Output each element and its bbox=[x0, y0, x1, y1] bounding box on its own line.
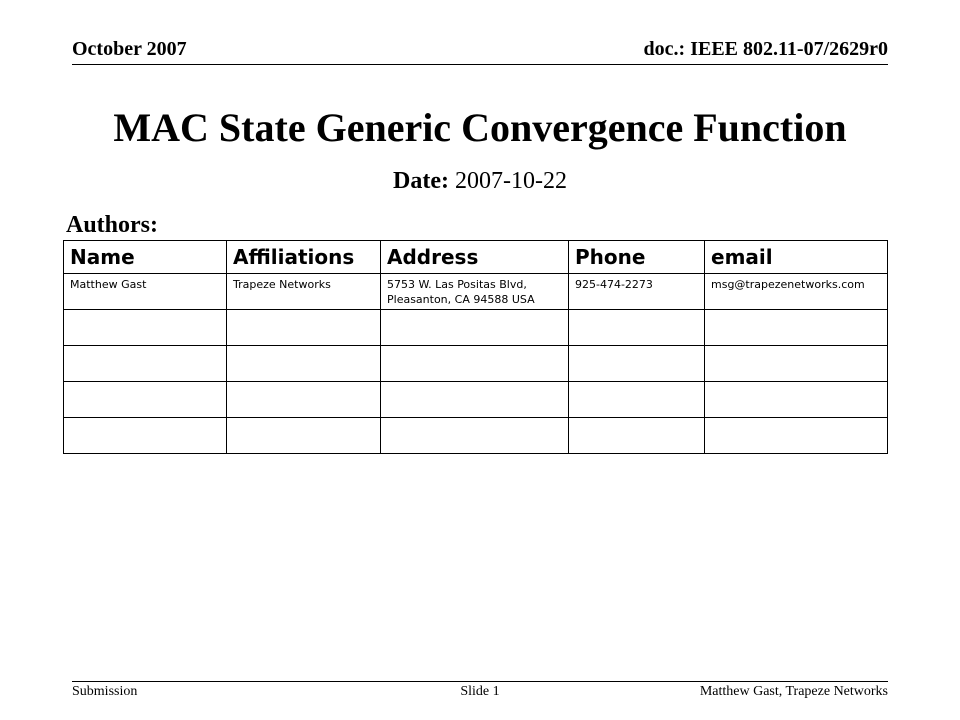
author-email-cell: msg@trapezenetworks.com bbox=[705, 274, 888, 310]
table-cell bbox=[705, 382, 888, 418]
column-header-email: email bbox=[705, 241, 888, 274]
slide-title: MAC State Generic Convergence Function bbox=[113, 105, 847, 150]
table-cell bbox=[569, 346, 705, 382]
author-name-cell: Matthew Gast bbox=[64, 274, 227, 310]
table-cell bbox=[381, 382, 569, 418]
table-cell bbox=[705, 310, 888, 346]
table-cell bbox=[569, 382, 705, 418]
footer-slide-number: Slide 1 bbox=[460, 684, 500, 699]
column-header-affiliations: Affiliations bbox=[227, 241, 381, 274]
header-doc-id: doc.: IEEE 802.11-07/2629r0 bbox=[643, 38, 888, 60]
table-cell bbox=[227, 346, 381, 382]
table-cell bbox=[64, 382, 227, 418]
author-affiliation-cell: Trapeze Networks bbox=[227, 274, 381, 310]
footer-divider bbox=[72, 681, 888, 682]
table-cell bbox=[705, 346, 888, 382]
header-date: October 2007 bbox=[72, 38, 187, 60]
table-cell bbox=[227, 310, 381, 346]
date-line bbox=[0, 168, 960, 195]
table-cell bbox=[569, 418, 705, 454]
table-cell bbox=[381, 310, 569, 346]
table-cell bbox=[705, 418, 888, 454]
column-header-name: Name bbox=[64, 241, 227, 274]
table-row bbox=[64, 346, 888, 382]
authors-label: Authors: bbox=[66, 212, 159, 238]
table-cell bbox=[64, 346, 227, 382]
table-cell bbox=[569, 310, 705, 346]
table-cell bbox=[227, 418, 381, 454]
table-row bbox=[64, 274, 888, 310]
footer-author: Matthew Gast, Trapeze Networks bbox=[699, 684, 888, 699]
table-cell bbox=[381, 346, 569, 382]
table-cell bbox=[227, 382, 381, 418]
date-label: Date: bbox=[393, 168, 449, 194]
table-cell bbox=[64, 310, 227, 346]
table-cell bbox=[64, 418, 227, 454]
footer-submission: Submission bbox=[72, 684, 138, 699]
table-row bbox=[64, 382, 888, 418]
author-phone-cell: 925-474-2273 bbox=[569, 274, 705, 310]
author-address-cell: 5753 W. Las Positas Blvd, Pleasanton, CA 94588 USA bbox=[381, 274, 569, 310]
column-header-phone: Phone bbox=[569, 241, 705, 274]
table-row bbox=[64, 418, 888, 454]
authors-table bbox=[63, 240, 888, 454]
table-header-row bbox=[64, 241, 888, 274]
header-divider bbox=[72, 64, 888, 65]
column-header-address: Address bbox=[381, 241, 569, 274]
table-row bbox=[64, 310, 888, 346]
date-value: 2007-10-22 bbox=[454, 168, 567, 194]
table-cell bbox=[381, 418, 569, 454]
